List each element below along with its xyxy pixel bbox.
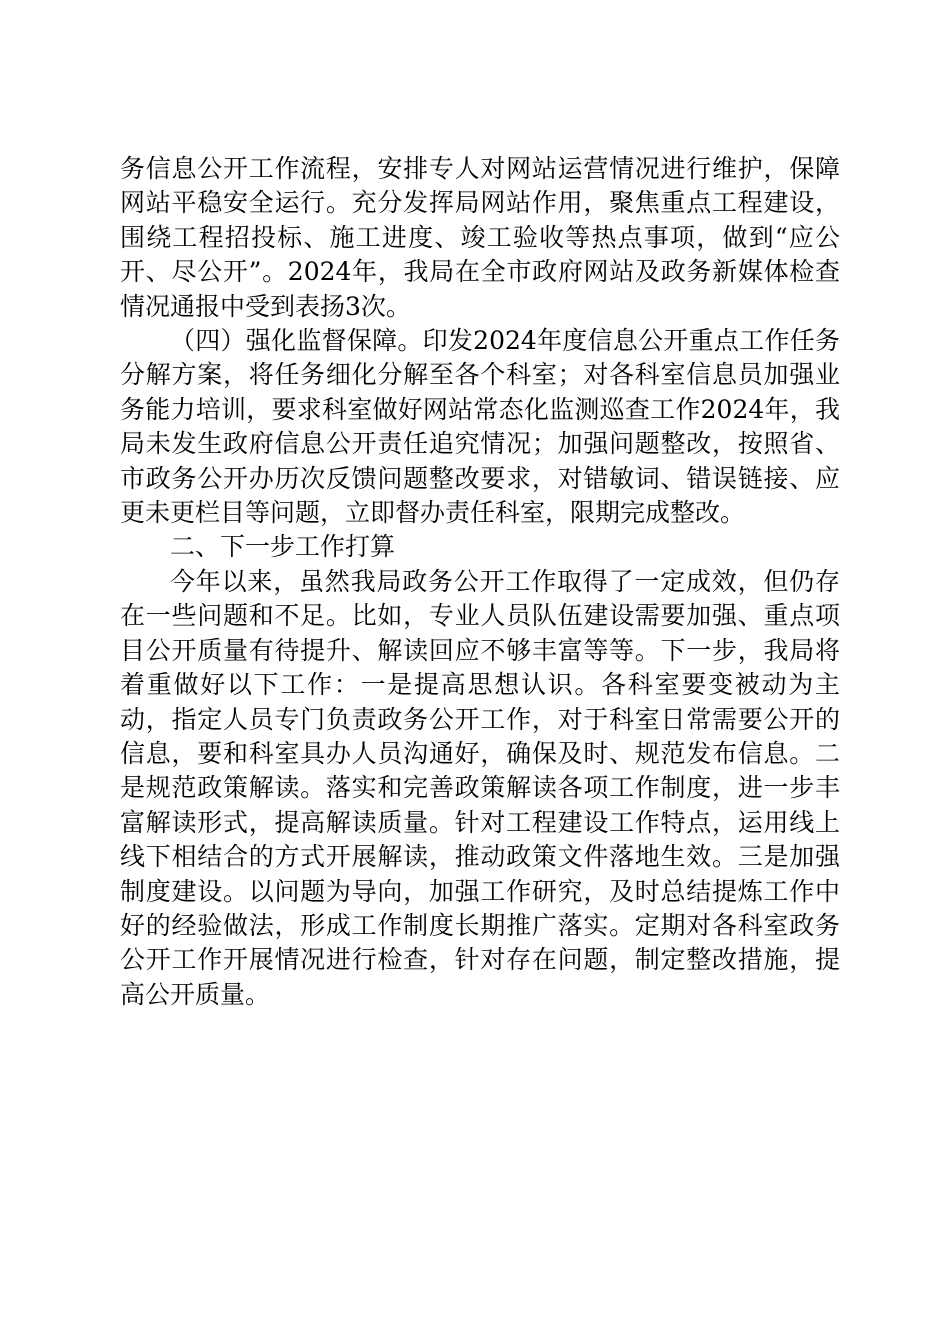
paragraph-supervision: （四）强化监督保障。印发2024年度信息公开重点工作任务分解方案，将任务细化分解至各个科室；对各科室信息员加强业务能力培训，要求科室做好网站常态化监测巡查工作2024年，我局未发生政府信息公开责任追究情况；加强问题整改，按照省、市政务公开办历次反馈问题整改要求，对错敏词、错误链接、应更未更栏目等问题，立即督办责任科室，限期完成整改。 xyxy=(120,326,840,528)
paragraph-next-steps: 今年以来，虽然我局政务公开工作取得了一定成效，但仍存在一些问题和不足。比如，专业人员队伍建设需要加强、重点项目公开质量有待提升、解读回应不够丰富等等。下一步，我局将着重做好以下工作：一是提高思想认识。各科室要变被动为主动，指定人员专门负责政务公开工作，对于科室日常需要公开的信息，要和科室具办人员沟通好，确保及时、规范发布信息。二是规范政策解读。落实和完善政策解读各项工作制度，进一步丰富解读形式，提高解读质量。针对工程建设工作特点，运用线上线下相结合的方式开展解读，推动政策文件落地生效。三是加强制度建设。以问题为导向，加强工作研究，及时总结提炼工作中好的经验做法，形成工作制度长期推广落实。定期对各科室政务公开工作开展情况进行检查，针对存在问题，制定整改措施，提高公开质量。 xyxy=(120,566,840,1009)
document-body xyxy=(120,152,840,1012)
section-heading-next-steps: 二、下一步工作打算 xyxy=(170,532,396,562)
paragraph-website-operation: 务信息公开工作流程，安排专人对网站运营情况进行维护，保障网站平稳安全运行。充分发挥局网站作用，聚焦重点工程建设，围绕工程招投标、施工进度、竣工验收等热点事项，做到“应公开、尽公开”。2024年，我局在全市政府网站及政务新媒体检查情况通报中受到表扬3次。 xyxy=(120,154,840,321)
